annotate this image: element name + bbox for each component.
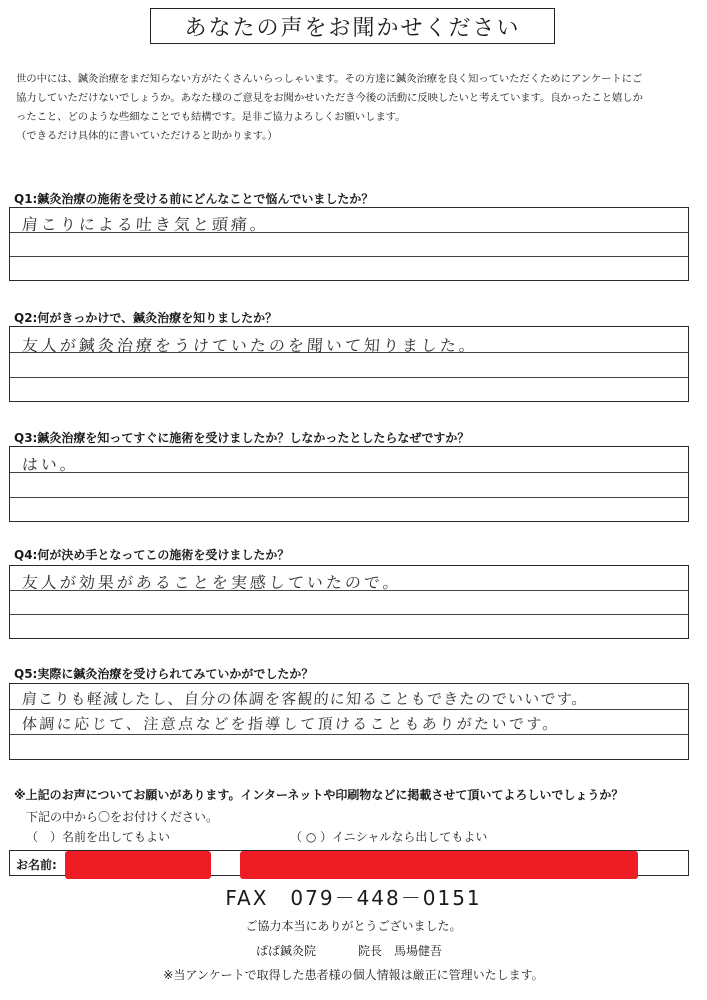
fax-number: FAX 079－448－0151 xyxy=(225,886,482,910)
question-5-answer-box[interactable] xyxy=(9,683,689,760)
publication-instruction: 下記の中から〇をお付けください。 xyxy=(26,810,219,824)
question-4-label: Q4:何が決め手となってこの施術を受けましたか？ xyxy=(14,548,290,562)
option-initials[interactable]: （ ○ ）イニシャルなら出してもよい xyxy=(290,830,488,844)
answer-line xyxy=(10,614,688,615)
question-5-answer-line-1: 肩こりも軽減したし、自分の体調を客観的に知ることもできたのでいいです。 xyxy=(21,690,589,708)
question-1-label: Q1:鍼灸治療の施術を受ける前にどんなことで悩んでいましたか？ xyxy=(14,192,374,206)
survey-title xyxy=(150,8,555,44)
question-3-label: Q3:鍼灸治療を知ってすぐに施術を受けましたか？しなかったとしたらなぜですか？ xyxy=(14,431,470,445)
option-full-name[interactable]: （ ）名前を出してもよい xyxy=(26,830,171,844)
question-5-answer-line-2: 体調に応じて、注意点などを指導して頂けることもありがたいです。 xyxy=(21,715,561,733)
privacy-notice: ※当アンケートで取得した患者様の個人情報は厳正に管理いたします。 xyxy=(163,968,544,982)
question-2-answer-line-1: 友人が鍼灸治療をうけていたのを聞いて知りました。 xyxy=(21,336,479,355)
question-4-answer-line-1: 友人が効果があることを実感していたので。 xyxy=(21,573,403,592)
publication-request: ※上記のお声についてお願いがあります。インターネットや印刷物などに掲載させて頂いてよろしいでしょうか？ xyxy=(14,788,624,802)
question-2-answer-box[interactable] xyxy=(9,326,689,402)
question-1-answer-line-1: 肩こりによる吐き気と頭痛。 xyxy=(21,215,270,234)
answer-line xyxy=(10,709,688,710)
question-2-label: Q2:何がきっかけで、鍼灸治療を知りましたか？ xyxy=(14,311,278,325)
answer-line xyxy=(10,472,688,473)
clinic-director: 院長 馬場健吾 xyxy=(358,944,443,958)
question-3-answer-line-1: はい。 xyxy=(21,455,80,474)
question-4-answer-box[interactable] xyxy=(9,565,689,639)
question-1-answer-box[interactable] xyxy=(9,207,689,281)
intro-paragraph: 世の中には、鍼灸治療をまだ知らない方がたくさんいらっしゃいます。その方達に鍼灸治療を良く知っていただくためにアンケートにご 協力していただけないでしょうか。あなた様のご意見をお聞かせいただき今後の活動に反映したいと考えています。良かったこと嬉しか ったこと、どのような些細なことでも結構です。是非ご協力よろしくお願いします。 （できるだけ具体的に書いていただけると助かります。） xyxy=(16,73,643,142)
answer-line xyxy=(10,256,688,257)
thanks-message: ご協力本当にありがとうございました。 xyxy=(245,919,462,933)
redaction-bar xyxy=(65,851,211,879)
name-label: お名前: xyxy=(16,858,57,872)
question-5-label: Q5:実際に鍼灸治療を受けられてみていかがでしたか？ xyxy=(14,667,314,681)
question-3-answer-box[interactable] xyxy=(9,446,689,522)
name-field[interactable] xyxy=(9,850,689,876)
answer-line xyxy=(10,497,688,498)
answer-line xyxy=(10,734,688,735)
answer-line xyxy=(10,377,688,378)
survey-title-text: あなたの声をお聞かせください xyxy=(184,15,521,41)
redaction-bar xyxy=(240,851,638,879)
clinic-name: ぱぱ鍼灸院 xyxy=(256,944,317,958)
